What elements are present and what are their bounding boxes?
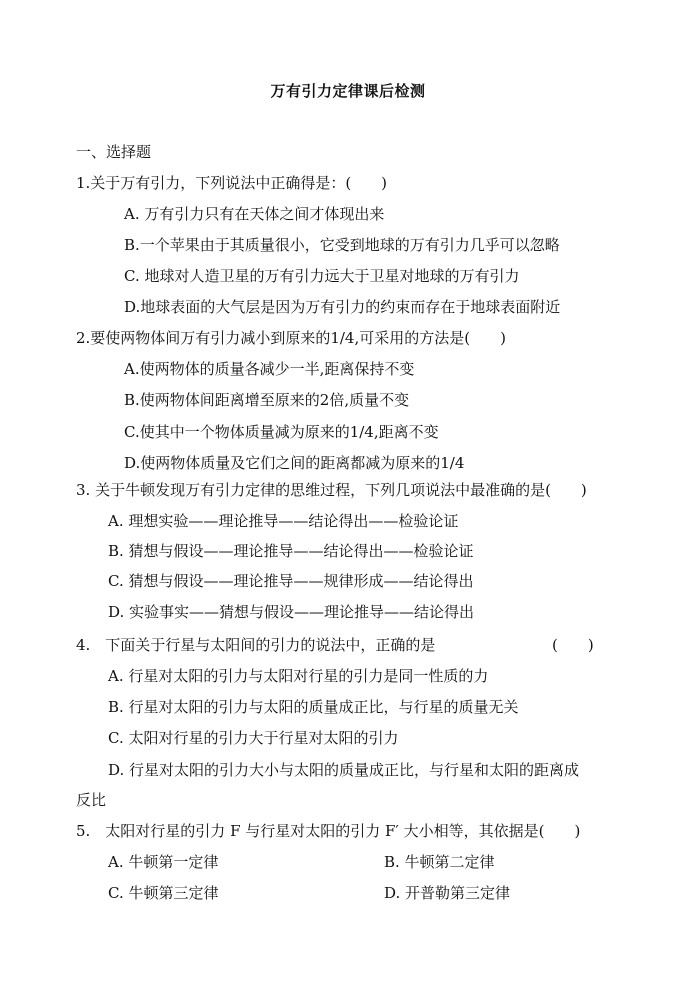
question-5-option-a: A. 牛顿第一定律 <box>108 853 219 871</box>
question-5-option-c: C. 牛顿第三定律 <box>108 884 219 902</box>
question-5-option-d: D. 开普勒第三定律 <box>384 884 511 902</box>
page-title: 万有引力定律课后检测 <box>270 82 426 100</box>
question-5-stem: 5. 太阳对行星的引力 F 与行星对太阳的引力 F′ 大小相等，其依据是( ) <box>76 822 581 840</box>
question-2-option-b: B.使两物体间距离增至原来的2倍,质量不变 <box>124 391 410 409</box>
question-4-stem: 4. 下面关于行星与太阳间的引力的说法中，正确的是 <box>76 636 436 654</box>
question-3-option-c: C. 猜想与假设——理论推导——规律形成——结论得出 <box>108 572 474 590</box>
question-2-option-d: D.使两物体质量及它们之间的距离都减为原来的1/4 <box>124 454 465 472</box>
question-4-option-b: B. 行星对太阳的引力与太阳的质量成正比，与行星的质量无关 <box>108 698 519 716</box>
question-4-option-c: C. 太阳对行星的引力大于行星对太阳的引力 <box>108 729 399 747</box>
question-5-option-b: B. 牛顿第二定律 <box>384 853 495 871</box>
question-3-option-d: D. 实验事实——猜想与假设——理论推导——结论得出 <box>108 603 475 621</box>
question-2-option-c: C.使其中一个物体质量减为原来的1/4,距离不变 <box>124 423 439 441</box>
question-1-option-c: C. 地球对人造卫星的万有引力远大于卫星对地球的万有引力 <box>124 267 520 285</box>
question-2-stem: 2.要使两物体间万有引力减小到原来的1/4,可采用的方法是( ) <box>76 329 506 347</box>
question-1-option-b: B.一个苹果由于其质量很小，它受到地球的万有引力几乎可以忽略 <box>124 236 560 254</box>
question-1-option-a: A. 万有引力只有在天体之间才体现出来 <box>124 205 385 223</box>
question-4-answer-parens: ( ) <box>552 636 594 654</box>
question-4-option-a: A. 行星对太阳的引力与太阳对行星的引力是同一性质的力 <box>108 667 489 685</box>
question-3-option-a: A. 理想实验——理论推导——结论得出——检验论证 <box>108 512 459 530</box>
section-heading: 一、选择题 <box>76 143 152 161</box>
question-2-option-a: A.使两物体的质量各减少一半,距离保持不变 <box>124 360 415 378</box>
question-3-stem: 3. 关于牛顿发现万有引力定律的思维过程，下列几项说法中最准确的是( ) <box>76 481 587 499</box>
question-1-option-d: D.地球表面的大气层是因为万有引力的约束而存在于地球表面附近 <box>124 298 561 316</box>
question-4-option-d: D. 行星对太阳的引力大小与太阳的质量成正比，与行星和太阳的距离成 <box>108 761 580 779</box>
question-3-option-b: B. 猜想与假设——理论推导——结论得出——检验论证 <box>108 542 474 560</box>
question-1-stem: 1.关于万有引力，下列说法中正确得是：( ) <box>76 174 388 192</box>
question-4-option-d-continuation: 反比 <box>76 791 107 809</box>
